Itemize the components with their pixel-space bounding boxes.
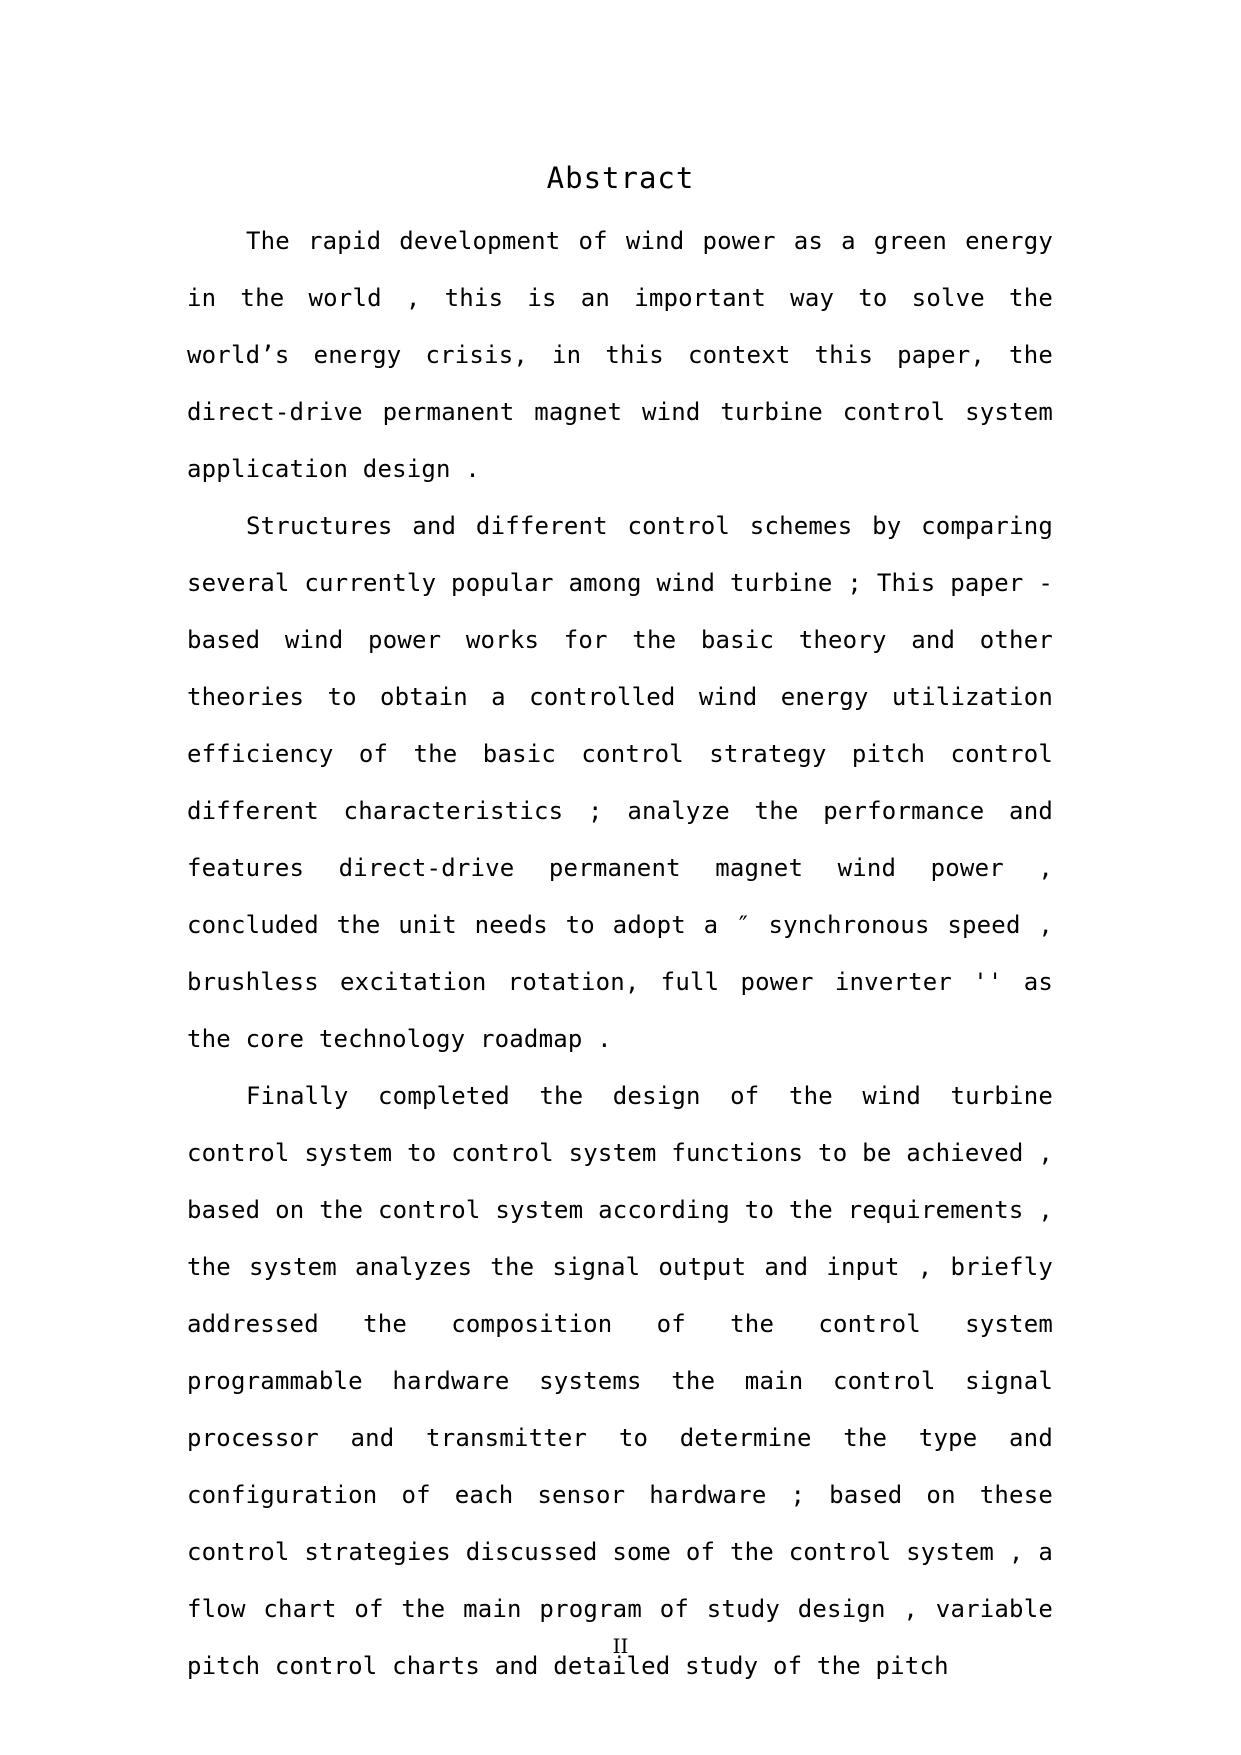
abstract-body [187, 213, 1053, 1695]
abstract-paragraph-3: Finally completed the design of the wind turbine control system to control system functions to be achieved , based on the control system according to the requirements , the system analyzes the signal output and input , briefly addressed the composition of the control system programmable hardware systems the main control signal processor and transmitter to determine the type and configuration of each sensor hardware ; based on these control strategies discussed some of the control system , a flow chart of the main program of study design , variable pitch control charts and detailed study of the pitch [187, 1082, 1053, 1680]
abstract-title: Abstract [546, 161, 695, 195]
abstract-paragraph-2: Structures and different control schemes by comparing several currently popular among wind turbine ; This paper -based wind power works for the basic theory and other theories to obtain a controlled wind energy utilization efficiency of the basic control strategy pitch control different characteristics ; analyze the performance and features direct-drive permanent magnet wind power , concluded the unit needs to adopt a ″ synchronous speed , brushless excitation rotation, full power inverter '' as the core technology roadmap . [187, 512, 1053, 1053]
page-number: II [612, 1634, 629, 1658]
abstract-paragraph-1: The rapid development of wind power as a green energy in the world , this is an important way to solve the world’s energy crisis, in this context this paper, the direct-drive permanent magnet wind turbine control system application design . [187, 227, 1053, 483]
